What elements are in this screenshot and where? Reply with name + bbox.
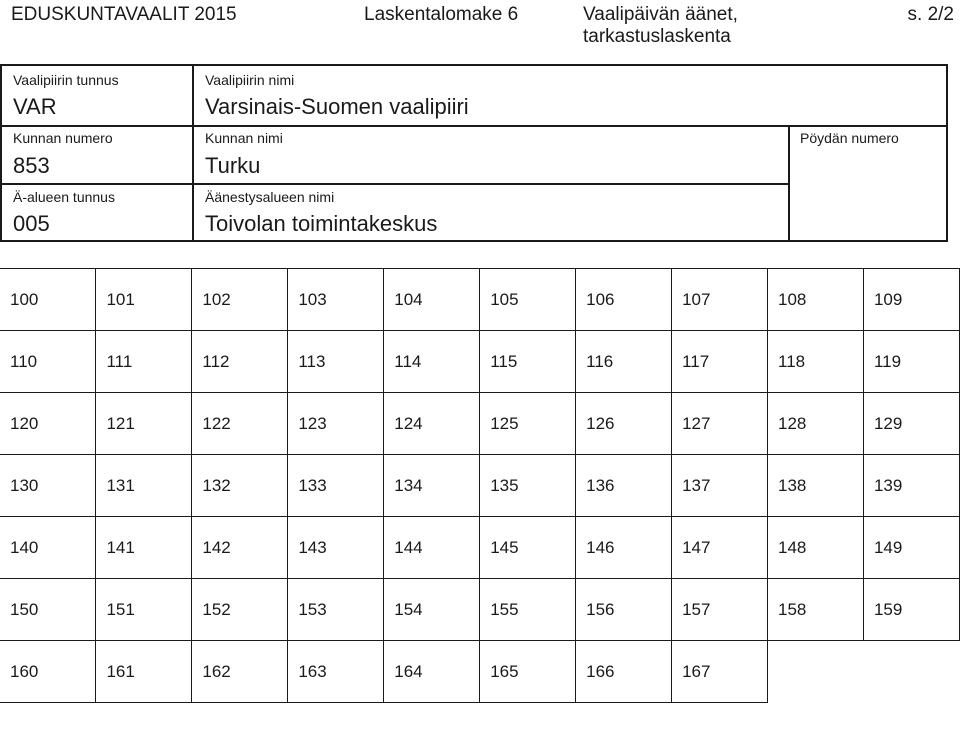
table-number-label: Pöydän numero xyxy=(800,130,899,146)
grid-cell[interactable]: 167 xyxy=(672,641,768,703)
grid-row xyxy=(0,269,960,331)
grid-cell[interactable]: 161 xyxy=(96,641,192,703)
grid-cell[interactable]: 166 xyxy=(576,641,672,703)
grid-cell[interactable]: 122 xyxy=(192,393,288,455)
grid-cell[interactable]: 147 xyxy=(672,517,768,579)
grid-cell[interactable]: 157 xyxy=(672,579,768,641)
grid-cell[interactable]: 160 xyxy=(0,641,96,703)
divider xyxy=(2,125,946,127)
grid-cell[interactable]: 135 xyxy=(480,455,576,517)
grid-cell[interactable]: 138 xyxy=(768,455,864,517)
grid-cell[interactable]: 136 xyxy=(576,455,672,517)
grid-cell[interactable]: 118 xyxy=(768,331,864,393)
grid-cell[interactable]: 141 xyxy=(96,517,192,579)
grid-cell[interactable]: 128 xyxy=(768,393,864,455)
grid-cell[interactable]: 162 xyxy=(192,641,288,703)
grid-cell[interactable]: 142 xyxy=(192,517,288,579)
grid-cell[interactable]: 134 xyxy=(384,455,480,517)
grid-cell[interactable]: 119 xyxy=(863,331,959,393)
divider xyxy=(192,66,194,240)
form-description xyxy=(583,4,738,48)
grid-row xyxy=(0,455,960,517)
divider xyxy=(2,183,788,185)
grid-cell[interactable]: 113 xyxy=(288,331,384,393)
grid-row xyxy=(0,393,960,455)
grid-cell[interactable]: 140 xyxy=(0,517,96,579)
grid-row xyxy=(0,331,960,393)
grid-cell[interactable]: 103 xyxy=(288,269,384,331)
grid-cell[interactable]: 144 xyxy=(384,517,480,579)
form-description-line2: tarkastuslaskenta xyxy=(583,26,731,47)
form-title: EDUSKUNTAVAALIT 2015 xyxy=(11,4,237,25)
grid-cell[interactable]: 123 xyxy=(288,393,384,455)
grid-row xyxy=(0,517,960,579)
grid-cell[interactable]: 163 xyxy=(288,641,384,703)
grid-cell[interactable]: 137 xyxy=(672,455,768,517)
grid-cell[interactable]: 155 xyxy=(480,579,576,641)
grid-cell[interactable]: 110 xyxy=(0,331,96,393)
grid-cell[interactable]: 117 xyxy=(672,331,768,393)
grid-cell[interactable]: 107 xyxy=(672,269,768,331)
divider xyxy=(788,126,790,240)
area-name: Toivolan toimintakeskus xyxy=(205,211,438,236)
grid-cell[interactable]: 124 xyxy=(384,393,480,455)
grid-empty xyxy=(768,641,864,703)
grid-cell[interactable]: 149 xyxy=(863,517,959,579)
grid-cell[interactable]: 120 xyxy=(0,393,96,455)
grid-cell[interactable]: 143 xyxy=(288,517,384,579)
area-id-label: Ä-alueen tunnus xyxy=(13,189,115,205)
grid-cell[interactable]: 130 xyxy=(0,455,96,517)
grid-row xyxy=(0,641,960,703)
grid-cell[interactable]: 125 xyxy=(480,393,576,455)
grid-cell[interactable]: 108 xyxy=(768,269,864,331)
grid-cell[interactable]: 158 xyxy=(768,579,864,641)
grid-cell[interactable]: 127 xyxy=(672,393,768,455)
grid-cell[interactable]: 133 xyxy=(288,455,384,517)
grid-cell[interactable]: 101 xyxy=(96,269,192,331)
grid-cell[interactable]: 102 xyxy=(192,269,288,331)
grid-cell[interactable]: 129 xyxy=(863,393,959,455)
municipality-number-label: Kunnan numero xyxy=(13,130,113,146)
municipality-number: 853 xyxy=(13,153,50,178)
info-box xyxy=(0,64,948,242)
grid-empty xyxy=(863,641,959,703)
municipality-name: Turku xyxy=(205,153,261,178)
district-id-label: Vaalipiirin tunnus xyxy=(13,72,119,88)
grid-cell[interactable]: 146 xyxy=(576,517,672,579)
grid-cell[interactable]: 121 xyxy=(96,393,192,455)
grid-cell[interactable]: 132 xyxy=(192,455,288,517)
number-grid xyxy=(0,268,960,703)
grid-cell[interactable]: 154 xyxy=(384,579,480,641)
grid-cell[interactable]: 114 xyxy=(384,331,480,393)
grid-cell[interactable]: 153 xyxy=(288,579,384,641)
grid-cell[interactable]: 159 xyxy=(863,579,959,641)
area-id: 005 xyxy=(13,211,50,236)
grid-cell[interactable]: 164 xyxy=(384,641,480,703)
grid-cell[interactable]: 131 xyxy=(96,455,192,517)
grid-cell[interactable]: 115 xyxy=(480,331,576,393)
grid-cell[interactable]: 111 xyxy=(96,331,192,393)
grid-cell[interactable]: 165 xyxy=(480,641,576,703)
grid-row xyxy=(0,579,960,641)
grid-cell[interactable]: 151 xyxy=(96,579,192,641)
grid-cell[interactable]: 105 xyxy=(480,269,576,331)
grid-cell[interactable]: 109 xyxy=(863,269,959,331)
municipality-name-label: Kunnan nimi xyxy=(205,130,283,146)
grid-cell[interactable]: 150 xyxy=(0,579,96,641)
grid-cell[interactable]: 148 xyxy=(768,517,864,579)
grid-cell[interactable]: 145 xyxy=(480,517,576,579)
grid-cell[interactable]: 126 xyxy=(576,393,672,455)
grid-cell[interactable]: 100 xyxy=(0,269,96,331)
district-id: VAR xyxy=(13,94,57,119)
grid-cell[interactable]: 112 xyxy=(192,331,288,393)
grid-cell[interactable]: 116 xyxy=(576,331,672,393)
page-number: s. 2/2 xyxy=(907,4,954,25)
area-name-label: Äänestysalueen nimi xyxy=(205,189,335,205)
grid-cell[interactable]: 156 xyxy=(576,579,672,641)
grid-cell[interactable]: 106 xyxy=(576,269,672,331)
district-name: Varsinais-Suomen vaalipiiri xyxy=(205,94,469,119)
grid-cell[interactable]: 139 xyxy=(863,455,959,517)
form-description-line1: Vaalipäivän äänet, xyxy=(583,4,738,25)
grid-cell[interactable]: 152 xyxy=(192,579,288,641)
district-name-label: Vaalipiirin nimi xyxy=(205,72,295,88)
grid-cell[interactable]: 104 xyxy=(384,269,480,331)
form-number: Laskentalomake 6 xyxy=(364,4,519,25)
